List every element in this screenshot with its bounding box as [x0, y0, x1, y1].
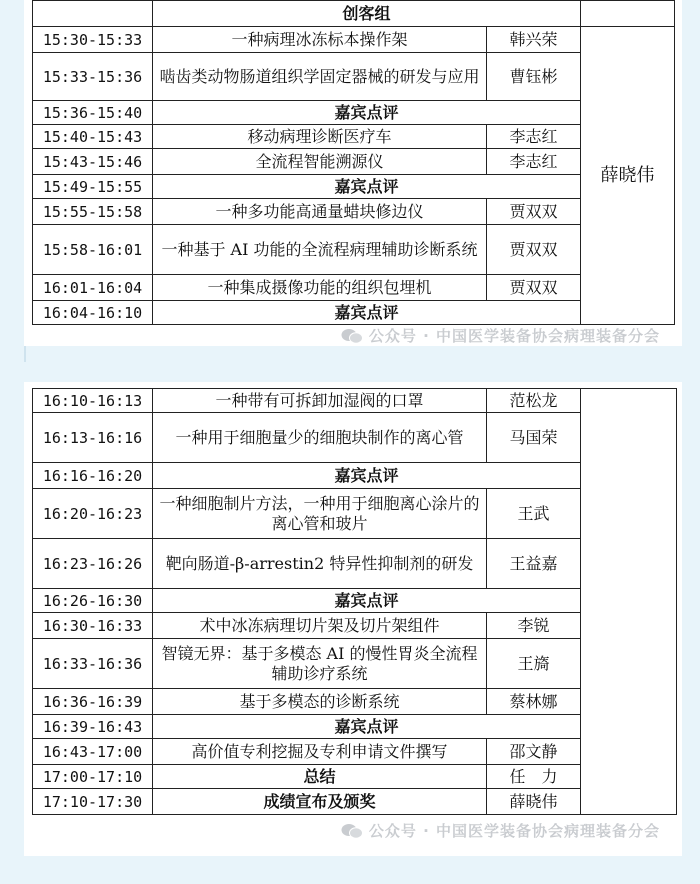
- review-cell: 嘉宾点评: [153, 175, 581, 199]
- person-cell: 任 力: [487, 765, 581, 789]
- time-cell: 15:33-15:36: [33, 53, 153, 101]
- time-cell: 16:23-16:26: [33, 539, 153, 589]
- time-cell: 16:33-16:36: [33, 639, 153, 689]
- person-cell: 范松龙: [487, 389, 581, 413]
- title-cell: 全流程智能溯源仪: [153, 149, 487, 175]
- table-row: [33, 489, 677, 539]
- title-cell: 靶向肠道-β-arrestin2 特异性抑制剂的研发: [153, 539, 487, 589]
- person-cell: 李志红: [487, 149, 581, 175]
- person-cell: 韩兴荣: [487, 27, 581, 53]
- table-row: [33, 413, 677, 463]
- title-cell: 移动病理诊断医疗车: [153, 125, 487, 149]
- time-cell: 16:20-16:23: [33, 489, 153, 539]
- table-row: [33, 589, 677, 613]
- table-row: [33, 739, 677, 765]
- schedule-panel-top: [24, 0, 682, 346]
- table-row: [33, 789, 677, 815]
- person-cell: 贾双双: [487, 225, 581, 275]
- table-row: [33, 765, 677, 789]
- title-cell: 一种多功能高通量蜡块修边仪: [153, 199, 487, 225]
- schedule-table-bottom: [32, 388, 677, 815]
- title-cell: 一种带有可拆卸加湿阀的口罩: [153, 389, 487, 413]
- host-cell: 薛晓伟: [581, 27, 675, 325]
- table-row: [33, 125, 675, 149]
- table-row: [33, 225, 675, 275]
- time-cell: 15:58-16:01: [33, 225, 153, 275]
- person-cell: 贾双双: [487, 199, 581, 225]
- table-row: [33, 689, 677, 715]
- time-cell: 16:43-17:00: [33, 739, 153, 765]
- title-cell: 术中冰冻病理切片架及切片架组件: [153, 613, 487, 639]
- person-cell: 王武: [487, 489, 581, 539]
- table-row: [33, 27, 675, 53]
- time-cell: 15:43-15:46: [33, 149, 153, 175]
- table-row: [33, 199, 675, 225]
- review-cell: 嘉宾点评: [153, 463, 581, 489]
- time-cell: 16:36-16:39: [33, 689, 153, 715]
- time-cell: 16:39-16:43: [33, 715, 153, 739]
- person-cell: 邵文静: [487, 739, 581, 765]
- person-cell: 王旖: [487, 639, 581, 689]
- person-cell: 贾双双: [487, 275, 581, 301]
- review-cell: 嘉宾点评: [153, 715, 581, 739]
- table-row: [33, 301, 675, 325]
- time-cell: 15:49-15:55: [33, 175, 153, 199]
- title-cell: 成绩宣布及颁奖: [153, 789, 487, 815]
- review-cell: 嘉宾点评: [153, 101, 581, 125]
- title-cell: 一种集成摄像功能的组织包埋机: [153, 275, 487, 301]
- schedule-panel-bottom: [24, 382, 682, 856]
- person-cell: 马国荣: [487, 413, 581, 463]
- table-row: [33, 149, 675, 175]
- person-cell: 蔡林娜: [487, 689, 581, 715]
- table-row: [33, 101, 675, 125]
- table-row: [33, 175, 675, 199]
- title-cell: 智镜无界：基于多模态 AI 的慢性胃炎全流程辅助诊疗系统: [153, 639, 487, 689]
- table-row: [33, 275, 675, 301]
- time-cell: 16:26-16:30: [33, 589, 153, 613]
- wechat-icon: [341, 328, 363, 344]
- watermark: [341, 325, 660, 346]
- table-row: [33, 389, 677, 413]
- time-cell: 16:01-16:04: [33, 275, 153, 301]
- table-row: [33, 53, 675, 101]
- divider: [24, 346, 26, 362]
- watermark: [341, 820, 660, 841]
- time-cell: 17:10-17:30: [33, 789, 153, 815]
- time-cell: 16:13-16:16: [33, 413, 153, 463]
- title-cell: 基于多模态的诊断系统: [153, 689, 487, 715]
- host-cell-empty: [581, 389, 677, 815]
- review-cell: 嘉宾点评: [153, 589, 581, 613]
- title-cell: 啮齿类动物肠道组织学固定器械的研发与应用: [153, 53, 487, 101]
- title-cell: 总结: [153, 765, 487, 789]
- time-cell: 15:55-15:58: [33, 199, 153, 225]
- time-cell: 16:30-16:33: [33, 613, 153, 639]
- group-title: 创客组: [153, 1, 581, 27]
- person-cell: 李锐: [487, 613, 581, 639]
- review-cell: 嘉宾点评: [153, 301, 581, 325]
- time-cell: 17:00-17:10: [33, 765, 153, 789]
- person-cell: 李志红: [487, 125, 581, 149]
- schedule-table-top: [32, 0, 675, 325]
- watermark-text: 公众号 · 中国医学装备协会病理装备分会: [368, 327, 660, 345]
- time-cell: 15:40-15:43: [33, 125, 153, 149]
- table-row: [33, 715, 677, 739]
- person-cell: 薛晓伟: [487, 789, 581, 815]
- table-row: [33, 463, 677, 489]
- title-cell: 一种细胞制片方法，一种用于细胞离心涂片的离心管和玻片: [153, 489, 487, 539]
- time-cell: 15:30-15:33: [33, 27, 153, 53]
- time-cell: 16:16-16:20: [33, 463, 153, 489]
- person-cell: 王益嘉: [487, 539, 581, 589]
- table-row: [33, 639, 677, 689]
- wechat-icon: [341, 823, 363, 839]
- person-cell: 曹钰彬: [487, 53, 581, 101]
- title-cell: 高价值专利挖掘及专利申请文件撰写: [153, 739, 487, 765]
- title-cell: 一种用于细胞量少的细胞块制作的离心管: [153, 413, 487, 463]
- table-row: [33, 613, 677, 639]
- title-cell: 一种病理冰冻标本操作架: [153, 27, 487, 53]
- table-row: [33, 539, 677, 589]
- time-cell: 16:10-16:13: [33, 389, 153, 413]
- time-cell: 16:04-16:10: [33, 301, 153, 325]
- watermark-text: 公众号 · 中国医学装备协会病理装备分会: [368, 822, 660, 840]
- title-cell: 一种基于 AI 功能的全流程病理辅助诊断系统: [153, 225, 487, 275]
- time-cell: 15:36-15:40: [33, 101, 153, 125]
